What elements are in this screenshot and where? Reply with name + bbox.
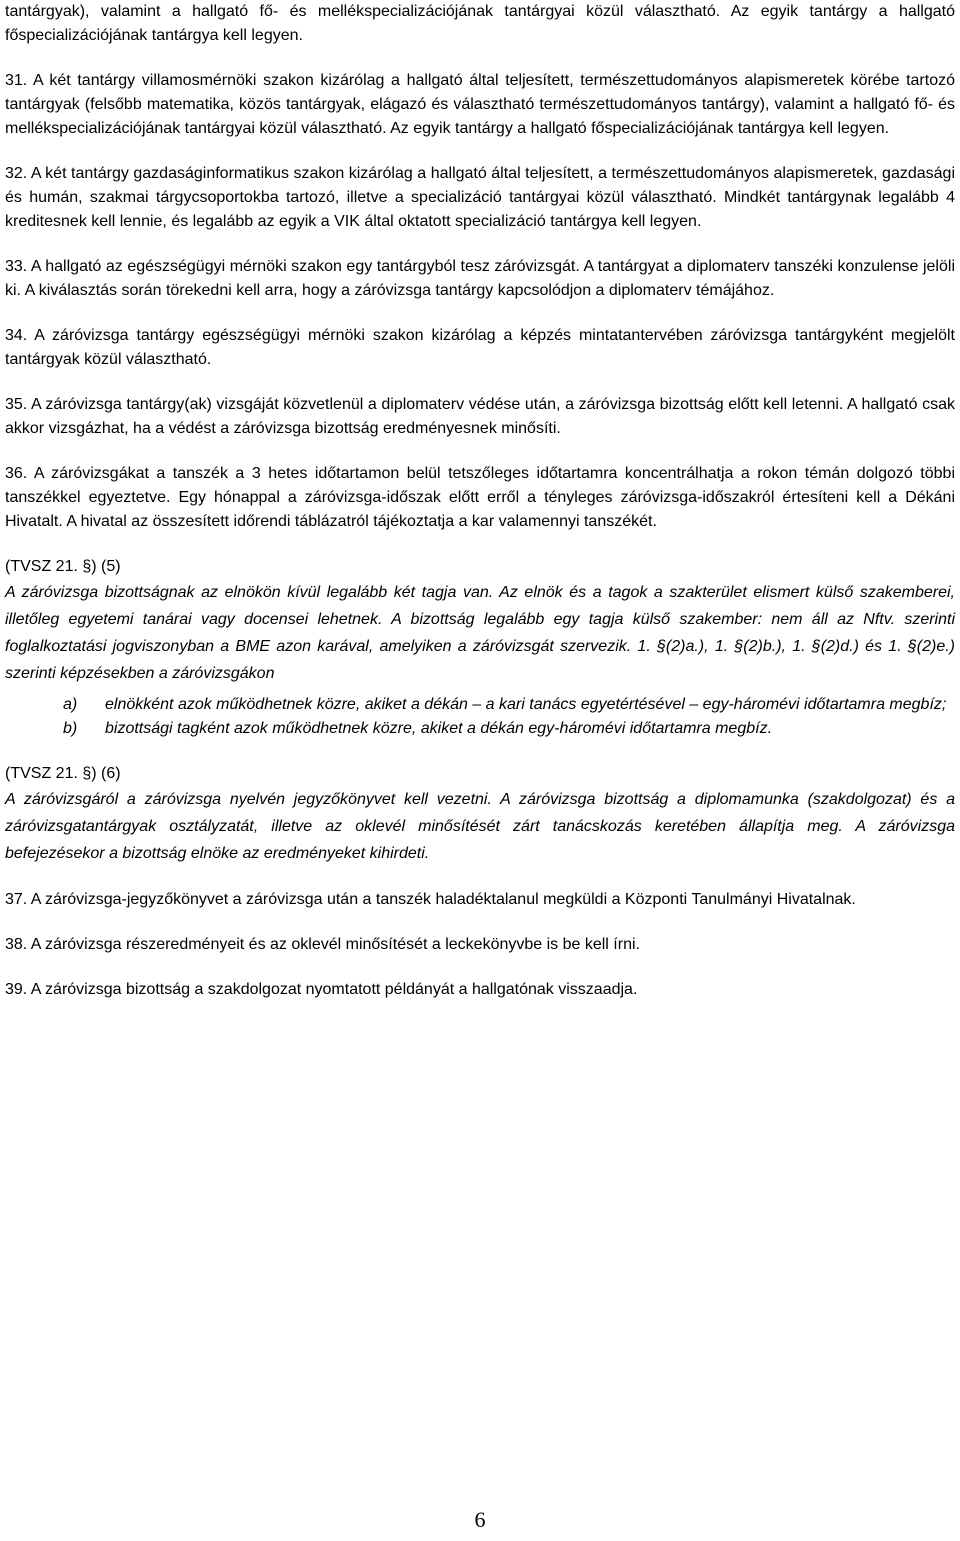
paragraph-31: 31. A két tantárgy villamosmérnöki szakon kizárólag a hallgató által teljesített, természettudományos alapismeretek körébe tartozó tantárgyak (felsőbb matematika, közös tantárgyak, elágazó és választható természettudományos tantárgy), valamint a hallgató fő- és mellékspecializációjának tantárgyai közül választható. Az egyik tantárgy a hallgató főspecializációjának tantárgya kell legyen. [5, 72, 955, 137]
list-item [5, 693, 955, 717]
paragraph-39: 39. A záróvizsga bizottság a szakdolgozat nyomtatott példányát a hallgatónak visszaadja. [5, 981, 638, 998]
tvsz-5-list [5, 693, 955, 741]
tvsz-5-text: A záróvizsga bizottságnak az elnökön kívül legalább két tagja van. Az elnök és a tagok a szakterület elismert külső szakemberei, illetőleg egyetemi tanárai vagy docensei lehetnek. A bizottság legalább egy tagja külső szakember: nem áll az Nftv. szerinti foglalkoztatási jogviszonyban a BME azon karával, amelyiken a záróvizsgát szervezik. 1. §(2)a.), 1. §(2)b.), 1. §(2)d.) és 1. §(2)e.) szerinti képzésekben a záróvizsgákon [5, 584, 955, 682]
tvsz-6-text: A záróvizsgáról a záróvizsga nyelvén jegyzőkönyvet kell vezetni. A záróvizsga bizottság a diplomamunka (szakdolgozat) és a záróvizsgatantárgyak osztályzatát, illetve az oklevél minősítését zárt tanácskozás keretében állapítja meg. A záróvizsga befejezésekor a bizottság elnöke az eredményeket kihirdeti. [5, 791, 955, 862]
tvsz-6-heading: (TVSZ 21. §) (6) [5, 765, 121, 782]
list-item [5, 717, 955, 741]
paragraph-35: 35. A záróvizsga tantárgy(ak) vizsgáját közvetlenül a diplomaterv védése után, a záróvizsga bizottság előtt kell letenni. A hallgató csak akkor vizsgázhat, ha a védést a záróvizsga bizottság eredményesnek minősíti. [5, 396, 955, 437]
paragraph-33: 33. A hallgató az egészségügyi mérnöki szakon egy tantárgyból tesz záróvizsgát. A tantárgyat a diplomaterv tanszéki konzulense jelöli ki. A kiválasztás során törekedni kell arra, hogy a záróvizsga tantárgy kapcsolódjon a diplomaterv témájához. [5, 258, 955, 299]
list-item-text: elnökként azok működhetnek közre, akiket a dékán – a kari tanács egyetértésével – egy-háromévi időtartamra megbíz; [105, 696, 947, 713]
list-marker: a) [63, 696, 78, 713]
page-number: 6 [474, 1507, 486, 1532]
tvsz-5-heading: (TVSZ 21. §) (5) [5, 558, 121, 575]
list-item-text: bizottsági tagként azok működhetnek közre, akiket a dékán egy-háromévi időtartamra megbíz. [105, 720, 773, 737]
paragraph-32: 32. A két tantárgy gazdaságinformatikus szakon kizárólag a hallgató által teljesített, a természettudományos alapismeretek, gazdasági és humán, szakmai tárgycsoportokba tartozó, illetve a specializáció tantárgyai közül választható. Mindkét tantárgynak legalább 4 kreditesnek kell lennie, és legalább az egyik a VIK által oktatott specializáció tantárgya kell legyen. [5, 165, 955, 230]
paragraph-34: 34. A záróvizsga tantárgy egészségügyi mérnöki szakon kizárólag a képzés mintatantervében záróvizsga tantárgyként megjelölt tantárgyak közül választható. [5, 327, 955, 368]
paragraph-37: 37. A záróvizsga-jegyzőkönyvet a záróvizsga után a tanszék haladéktalanul megküldi a Központi Tanulmányi Hivatalnak. [5, 891, 856, 908]
paragraph-38: 38. A záróvizsga részeredményeit és az oklevél minősítését a leckekönyvbe is be kell írni. [5, 936, 640, 953]
list-marker: b) [63, 720, 78, 737]
intro-paragraph: tantárgyak), valamint a hallgató fő- és mellékspecializációjának tantárgyai közül választható. Az egyik tantárgy a hallgató főspecializációjának tantárgya kell legyen. [5, 3, 955, 44]
paragraph-36: 36. A záróvizsgákat a tanszék a 3 hetes időtartamon belül tetszőleges időtartamra koncentrálhatja a rokon témán dolgozó többi tanszékkel egyeztetve. Egy hónappal a záróvizsga-időszak előtt erről a tényleges záróvizsga-időszakról értesíteni kell a Dékáni Hivatalt. A hivatal az összesített időrendi táblázatról tájékoztatja a kar valamennyi tanszékét. [5, 465, 955, 530]
